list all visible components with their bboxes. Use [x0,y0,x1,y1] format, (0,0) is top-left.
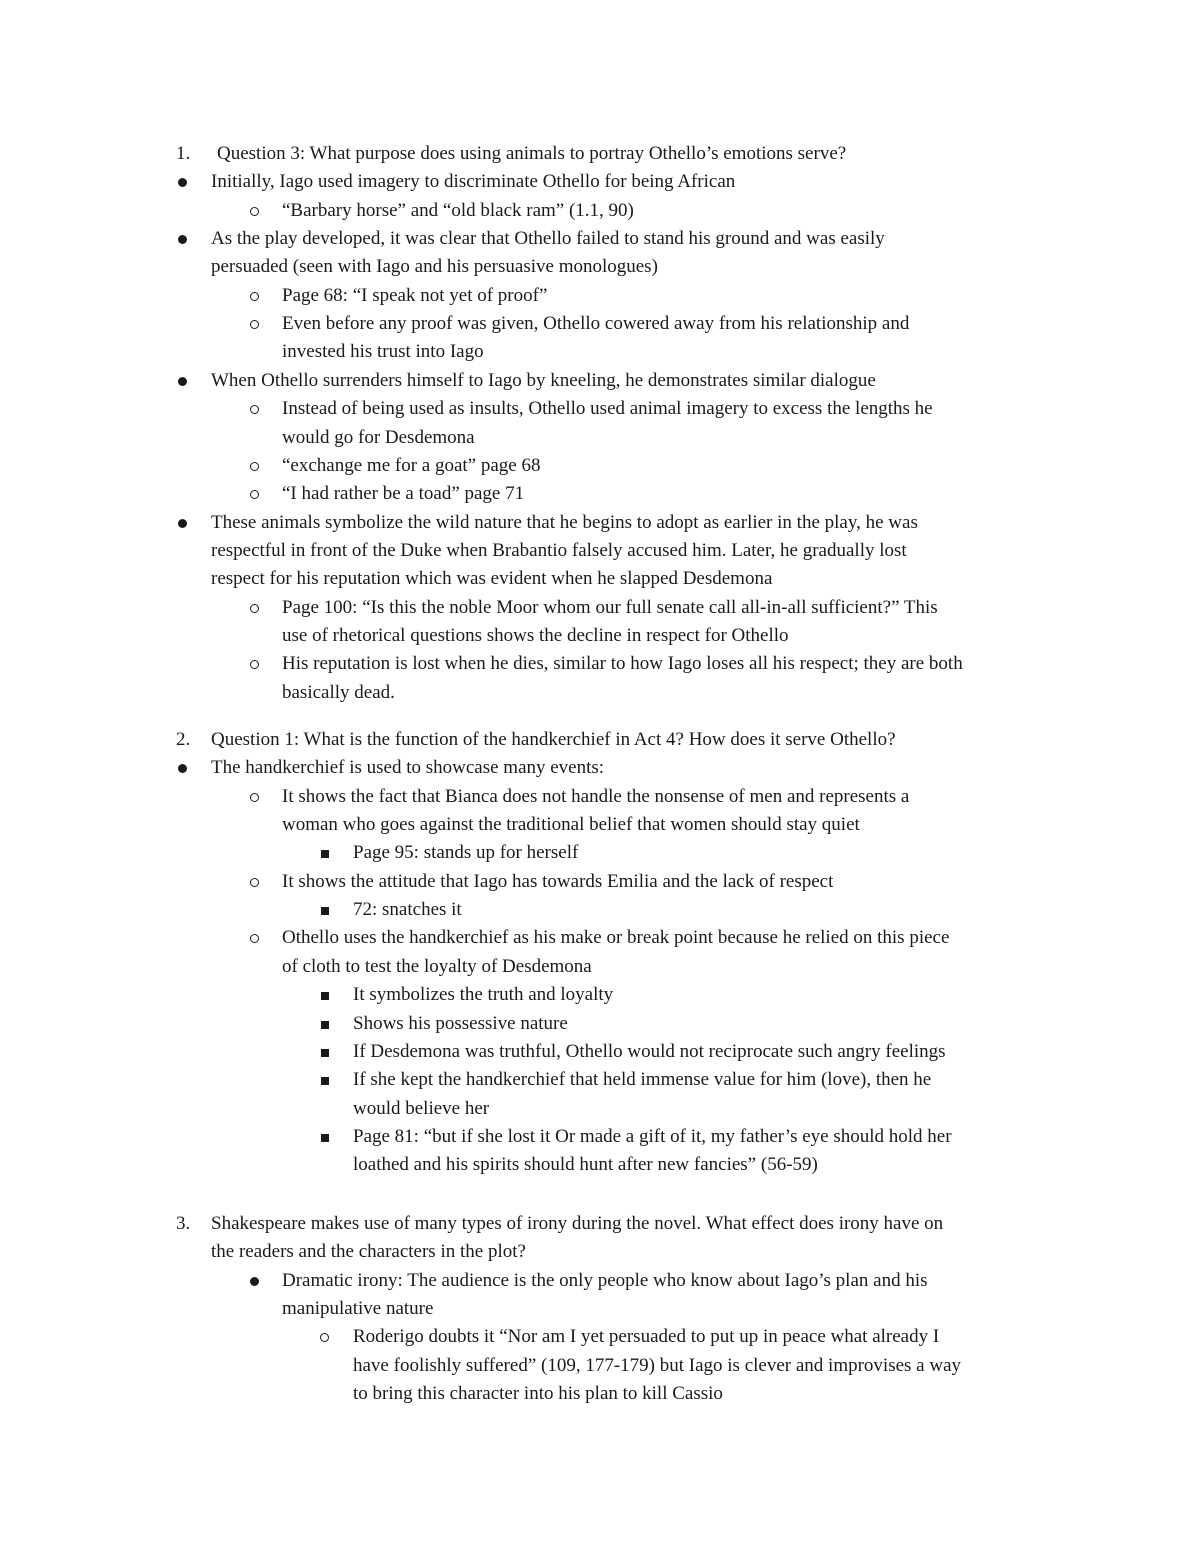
bullet-circle-icon [250,878,259,887]
bullet-circle-icon [250,207,259,216]
bullet-disc-icon [178,235,187,244]
list-item: When Othello surrenders himself to Iago by kneeling, he demonstrates similar dialogue [211,369,876,391]
section-heading: Shakespeare makes use of many types of irony during the novel. What effect does irony have on [211,1213,944,1234]
section-heading: Question 3: What purpose does using animals to portray Othello’s emotions serve? [217,143,847,164]
bullet-square-icon [321,1077,329,1085]
bullet-circle-icon [250,292,259,301]
list-item: Dramatic irony: The audience is the only people who know about Iago’s plan and his [282,1269,928,1291]
section-heading-continued: the readers and the characters in the plot? [211,1241,526,1263]
list-item: His reputation is lost when he dies, similar to how Iago loses all his respect; they are both [282,653,963,675]
list-item-continued: would believe her [353,1097,490,1119]
list-item: If she kept the handkerchief that held immense value for him (love), then he [353,1069,932,1091]
list-item: If Desdemona was truthful, Othello would not reciprocate such angry feelings [353,1040,946,1062]
list-item: Page 68: “I speak not yet of proof” [282,284,548,306]
list-item-continued: respect for his reputation which was evident when he slapped Desdemona [211,568,773,590]
bullet-square-icon [321,1049,329,1057]
bullet-circle-icon [250,604,259,613]
list-item-continued: invested his trust into Iago [282,341,484,363]
list-item: Initially, Iago used imagery to discriminate Othello for being African [211,171,736,193]
bullet-circle-icon [250,405,259,414]
list-item: The handkerchief is used to showcase many events: [211,757,605,779]
section-number: 2. [176,729,191,750]
list-item: Even before any proof was given, Othello cowered away from his relationship and [282,313,910,335]
list-item-continued: basically dead. [282,681,395,703]
list-item: Page 100: “Is this the noble Moor whom our full senate call all-in-all sufficient?” This [282,596,938,618]
list-item-continued: to bring this character into his plan to kill Cassio [353,1383,723,1405]
bullet-disc-icon [178,519,187,528]
list-item: Instead of being used as insults, Othello used animal imagery to excess the lengths he [282,398,933,420]
list-item: Roderigo doubts it “Nor am I yet persuaded to put up in peace what already I [353,1326,940,1348]
list-item: Shows his possessive nature [353,1012,568,1034]
bullet-square-icon [321,907,329,915]
list-item: Page 95: stands up for herself [353,842,579,864]
bullet-circle-icon [250,793,259,802]
bullet-circle-icon [320,1333,329,1342]
bullet-circle-icon [250,462,259,471]
list-item-continued: respectful in front of the Duke when Brabantio falsely accused him. Later, he gradually lost [211,539,907,561]
bullet-circle-icon [250,934,259,943]
list-item-continued: would go for Desdemona [282,426,475,448]
list-item-continued: manipulative nature [282,1298,434,1320]
list-item-continued: loathed and his spirits should hunt after new fancies” (56-59) [353,1154,818,1176]
list-item: Othello uses the handkerchief as his make or break point because he relied on this piece [282,927,950,949]
bullet-disc-icon [178,764,187,773]
section-number: 1. [176,143,191,164]
list-item-continued: woman who goes against the traditional belief that women should stay quiet [282,814,860,836]
list-item: It shows the fact that Bianca does not handle the nonsense of men and represents a [282,785,910,807]
bullet-square-icon [321,992,329,1000]
bullet-circle-icon [250,320,259,329]
bullet-disc-icon [250,1277,259,1286]
list-item-continued: use of rhetorical questions shows the decline in respect for Othello [282,624,789,646]
list-item: “I had rather be a toad” page 71 [282,483,525,505]
list-item: It shows the attitude that Iago has towards Emilia and the lack of respect [282,870,834,892]
bullet-disc-icon [178,377,187,386]
bullet-disc-icon [178,178,187,187]
list-item-continued: of cloth to test the loyalty of Desdemona [282,955,592,977]
bullet-square-icon [321,1021,329,1029]
list-item: “Barbary horse” and “old black ram” (1.1, 90) [282,199,634,221]
bullet-square-icon [321,850,329,858]
bullet-circle-icon [250,490,259,499]
list-item: These animals symbolize the wild nature that he begins to adopt as earlier in the play, he was [211,511,918,533]
bullet-square-icon [321,1134,329,1142]
list-item: Page 81: “but if she lost it Or made a gift of it, my father’s eye should hold her [353,1125,952,1147]
list-item: “exchange me for a goat” page 68 [282,454,541,476]
bullet-circle-icon [250,660,259,669]
list-item: It symbolizes the truth and loyalty [353,984,614,1006]
list-item: As the play developed, it was clear that Othello failed to stand his ground and was easily [211,228,885,250]
list-item: 72: snatches it [353,899,462,921]
section-number: 3. [176,1213,191,1234]
list-item-continued: persuaded (seen with Iago and his persuasive monologues) [211,256,658,278]
list-item-continued: have foolishly suffered” (109, 177-179) but Iago is clever and improvises a way [353,1354,962,1376]
section-heading: Question 1: What is the function of the handkerchief in Act 4? How does it serve Othello? [211,729,896,750]
